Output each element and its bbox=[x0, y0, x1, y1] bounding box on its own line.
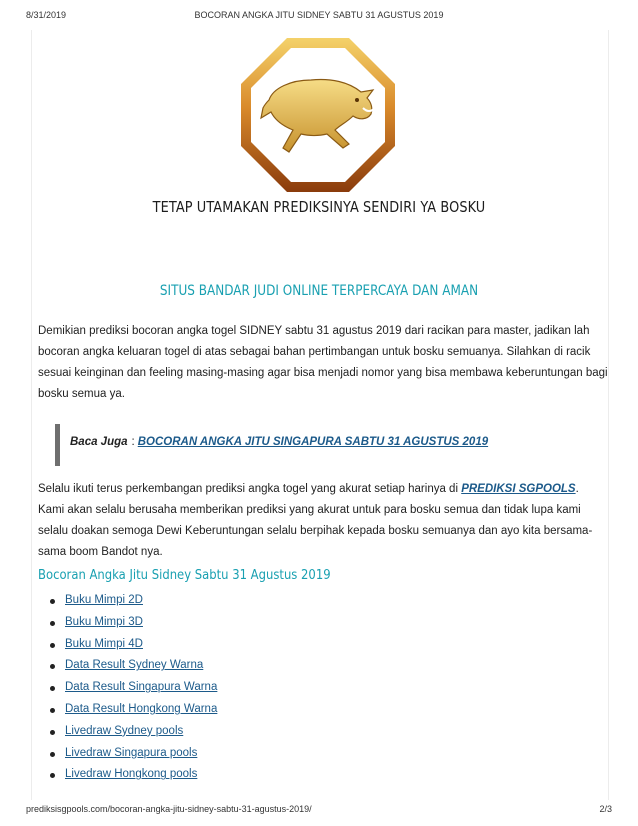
baca-juga-blockquote bbox=[55, 424, 600, 466]
bullet-icon bbox=[50, 643, 55, 648]
baca-juga-label: Baca Juga bbox=[70, 436, 128, 448]
list-item bbox=[48, 612, 217, 634]
print-date: 8/31/2019 bbox=[26, 10, 67, 20]
link-livedraw-hongkong-pools[interactable]: Livedraw Hongkong pools bbox=[65, 768, 198, 781]
tagline-heading: TETAP UTAMAKAN PREDIKSINYA SENDIRI YA BOSKU bbox=[152, 198, 486, 216]
print-document-title: BOCORAN ANGKA JITU SIDNEY SABTU 31 AGUSTUS 2019 bbox=[194, 10, 444, 20]
prediksi-sgpools-link[interactable]: PREDIKSI SGPOOLS bbox=[461, 483, 576, 495]
link-data-result-sydney-warna[interactable]: Data Result Sydney Warna bbox=[65, 659, 204, 672]
link-buku-mimpi-2d[interactable]: Buku Mimpi 2D bbox=[65, 594, 143, 606]
follow-paragraph-text-after: . Kami akan selalu berusaha memberikan prediksi yang akurat untuk para bosku semua dan tidak lupa kami selalu doakan semoga Dewi Keberuntungan selalu berpihak kepada bosku semuanya dan ayo kita bersama-sama boom Bandot nya. bbox=[38, 483, 593, 558]
bullet-icon bbox=[50, 752, 55, 757]
list-item bbox=[48, 721, 217, 743]
related-links-list bbox=[48, 590, 217, 786]
list-item bbox=[48, 677, 217, 699]
section-heading: Bocoran Angka Jitu Sidney Sabtu 31 Agustus 2019 bbox=[38, 567, 331, 583]
baca-juga-separator: : bbox=[131, 436, 135, 448]
print-footer bbox=[0, 802, 638, 826]
link-buku-mimpi-3d[interactable]: Buku Mimpi 3D bbox=[65, 615, 143, 628]
print-url: prediksisgpools.com/bocoran-angka-jitu-sidney-sabtu-31-agustus-2019/ bbox=[26, 804, 312, 814]
baca-juga-link[interactable]: BOCORAN ANGKA JITU SINGAPURA SABTU 31 AGUSTUS 2019 bbox=[137, 436, 489, 448]
bullet-icon bbox=[50, 599, 55, 604]
link-data-result-hongkong-warna[interactable]: Data Result Hongkong Warna bbox=[65, 702, 218, 715]
link-data-result-singapura-warna[interactable]: Data Result Singapura Warna bbox=[65, 681, 218, 694]
follow-paragraph bbox=[38, 479, 608, 563]
intro-paragraph: Demikian prediksi bocoran angka togel SIDNEY sabtu 31 agustus 2019 dari racikan para master, jadikan lah bocoran angka keluaran togel di atas sebagai bahan pertimbangan untuk bosku semuanya. Silahkan di racik sesuai keinginan dan feeling masing-masing agar bisa menjadi nomor yang bisa membawa keberuntungan bagi bosku semua ya. bbox=[38, 325, 608, 400]
follow-paragraph-text-before: Selalu ikuti terus perkembangan prediksi angka togel yang akurat setiap harinya di bbox=[38, 483, 462, 495]
print-header bbox=[0, 0, 638, 24]
list-item bbox=[48, 590, 217, 612]
list-item bbox=[48, 764, 217, 786]
bullet-icon bbox=[50, 708, 55, 713]
bullet-icon bbox=[50, 664, 55, 669]
boar-octagon-icon bbox=[239, 36, 397, 194]
list-item bbox=[48, 634, 217, 656]
bullet-icon bbox=[50, 686, 55, 691]
link-buku-mimpi-4d[interactable]: Buku Mimpi 4D bbox=[65, 637, 143, 650]
bullet-icon bbox=[50, 773, 55, 778]
link-livedraw-singapura-pools[interactable]: Livedraw Singapura pools bbox=[65, 746, 198, 759]
list-item bbox=[48, 699, 217, 721]
site-subtitle: SITUS BANDAR JUDI ONLINE TERPERCAYA DAN AMAN bbox=[159, 283, 479, 299]
list-item bbox=[48, 743, 217, 765]
page-number: 2/3 bbox=[599, 804, 612, 814]
bullet-icon bbox=[50, 730, 55, 735]
link-livedraw-sydney-pools[interactable]: Livedraw Sydney pools bbox=[65, 724, 184, 737]
bullet-icon bbox=[50, 621, 55, 626]
list-item bbox=[48, 655, 217, 677]
